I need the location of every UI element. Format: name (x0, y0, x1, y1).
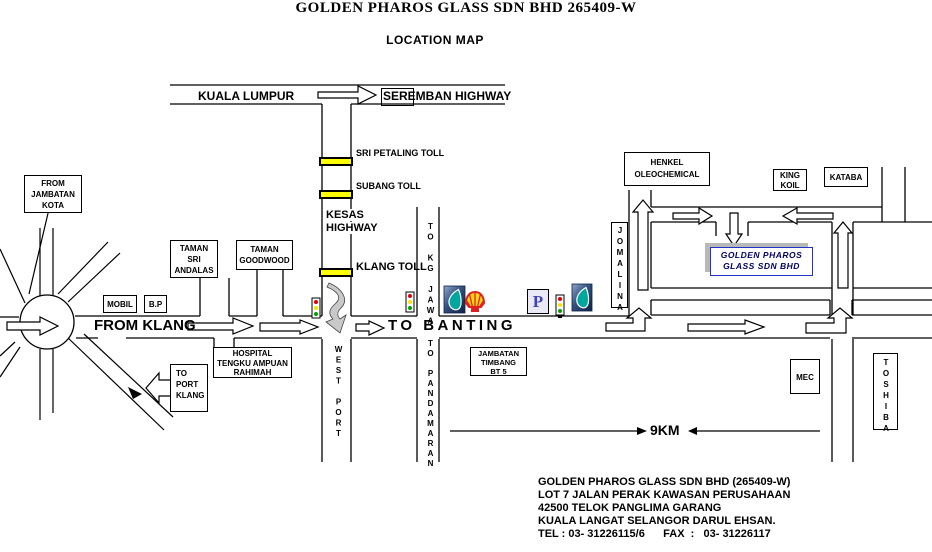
road-label-to-kg-jawa: TO KG JAWA (426, 222, 435, 327)
traffic-light-icon (556, 295, 564, 318)
distance-arrows (450, 427, 820, 435)
road-label-seremban-highway: SEREMBAN HIGHWAY (383, 89, 512, 103)
label-line: TIMBANG (481, 358, 516, 367)
label-line: BT 5 (490, 367, 507, 376)
label-line: ANDALAS (174, 266, 214, 275)
road-label-west-port: WEST PORT (334, 345, 343, 440)
highway-name-line2: HIGHWAY (326, 222, 378, 234)
petronas-logo (444, 286, 465, 313)
place-box-king-koil (773, 169, 807, 191)
place-box-mobil: MOBIL (103, 295, 137, 313)
arrow-side-street-up (834, 222, 852, 288)
place-box-taman-sri-andalas (170, 240, 218, 278)
arrow-kuala-lumpur (318, 86, 376, 104)
toll-label-klang: KLANG TOLL (356, 261, 427, 273)
jomalina-label: JOMALINA (615, 226, 625, 314)
place-box-to-port-klang (170, 364, 208, 412)
traffic-light-icon (406, 292, 414, 312)
text-frame-decoration (381, 88, 414, 106)
toll-bar-subang (320, 191, 352, 198)
petronas-logo (572, 284, 592, 311)
highway-name-line1: KESAS (326, 209, 364, 221)
road-label-from-klang: FROM KLANG (94, 317, 196, 334)
arrow-to-banting (356, 321, 384, 335)
place-box-kataba: KATABA (824, 167, 868, 187)
label-line: GOODWOOD (239, 256, 290, 265)
label-line: PORT (176, 380, 199, 389)
distance-arrowhead-right (637, 427, 647, 435)
place-box-mec: MEC (790, 359, 820, 394)
arrow-from-klang-1 (188, 318, 253, 334)
arrow-jomalina-up (633, 200, 653, 290)
road-label-to-banting: TO BANTING (388, 317, 517, 334)
place-box-toshiba (873, 353, 898, 435)
place-box-henkel (624, 152, 710, 186)
address-line: GOLDEN PHAROS GLASS SDN BHD (265409-W) (538, 476, 791, 488)
label-line: GOLDEN PHAROS (720, 250, 803, 260)
arrow-banting-east (688, 320, 764, 334)
page-title: GOLDEN PHAROS GLASS SDN BHD 265409-W (295, 0, 637, 16)
label-line: RAHIMAH (233, 368, 272, 377)
place-box-taman-goodwood (236, 240, 293, 270)
place-box-jomalina (611, 222, 628, 314)
address-block (538, 476, 790, 541)
address-line: LOT 7 JALAN PERAK KAWASAN PERUSAHAAN (538, 489, 791, 501)
address-line: TEL : 03- 31226115/6 FAX : 03- 31226117 (538, 528, 771, 540)
label-line: HENKEL (650, 158, 684, 167)
arrow-from-klang-2 (260, 320, 318, 334)
label-line: TAMAN (179, 244, 209, 253)
place-box-hospital (213, 347, 292, 378)
arrow-to-port-klang (146, 373, 172, 403)
label-line: KOTA (41, 201, 65, 210)
label-line: TAMAN (250, 245, 279, 254)
place-box-bp: B.P (144, 295, 167, 313)
place-box-from-jambatan-kota (24, 175, 82, 213)
label-line: SRI (187, 255, 201, 264)
label-line: KING (780, 171, 800, 180)
u-turn-arrow (326, 283, 346, 333)
place-box-golden-pharos (710, 247, 813, 276)
place-box-jambatan-timbang (470, 347, 527, 376)
distance-label: 9KM (650, 422, 680, 438)
shell-logo (466, 292, 484, 312)
toll-label-subang: SUBANG TOLL (356, 181, 421, 191)
traffic-light-icon (312, 298, 320, 318)
address-line: 42500 TELOK PANGLIMA GARANG (538, 502, 722, 514)
label-line: FROM (41, 179, 65, 188)
arrow-entrance-down (726, 213, 742, 246)
toshiba-label: TOSHIBA (881, 358, 891, 435)
toll-bar-klang (320, 269, 352, 276)
label-line: TENGKU AMPUAN (217, 358, 288, 368)
label-line: KOIL (780, 180, 800, 190)
address-line: KUALA LANGAT SELANGOR DARUL EHSAN. (538, 515, 776, 527)
arrow-elbow-up-2 (806, 308, 852, 333)
label-line: KLANG (176, 391, 205, 400)
distance-arrowhead-left (688, 427, 697, 435)
label-line: JAMBATAN (478, 349, 519, 358)
label-line: OLEOCHEMICAL (634, 170, 700, 179)
road-label-kuala-lumpur: KUALA LUMPUR (198, 89, 295, 103)
parking-sign: P (527, 289, 549, 314)
label-line: TO (176, 369, 187, 378)
label-line: JAMBATAN (31, 190, 75, 199)
label-line: GLASS SDN BHD (723, 261, 800, 271)
toll-bar-sri-petaling (320, 158, 352, 165)
label-line: HOSPITAL (232, 349, 273, 358)
road-label-to-pandamaran: TO PANDAMARAN (426, 339, 435, 469)
map-subtitle: LOCATION MAP (386, 33, 484, 47)
toll-label-sri-petaling: SRI PETALING TOLL (356, 148, 445, 158)
